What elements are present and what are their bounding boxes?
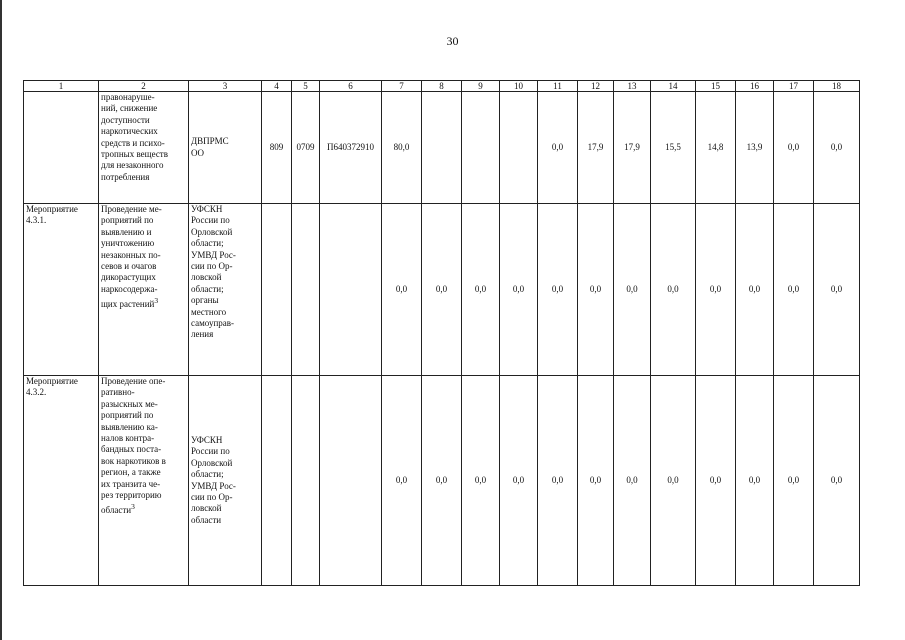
cell-c5 <box>292 204 320 376</box>
cell-c18: 0,0 <box>814 376 860 586</box>
cell-c16: 13,9 <box>736 92 774 204</box>
row-executor-text: ДВПРМС ОО <box>191 136 229 158</box>
column-number: 16 <box>736 81 774 92</box>
column-number: 18 <box>814 81 860 92</box>
cell-c18: 0,0 <box>814 92 860 204</box>
column-number: 4 <box>262 81 292 92</box>
row-name-text: Мероприятие 4.3.1. <box>26 204 78 226</box>
cell-c11: 0,0 <box>538 92 578 204</box>
cell-c4 <box>262 204 292 376</box>
cell-c4: 809 <box>262 92 292 204</box>
table-row <box>24 92 860 204</box>
column-number: 9 <box>462 81 500 92</box>
column-number: 13 <box>614 81 651 92</box>
cell-c6: П640372910 <box>320 92 382 204</box>
cell-c11: 0,0 <box>538 204 578 376</box>
cell-c10: 0,0 <box>500 204 538 376</box>
cell-c7: 0,0 <box>382 204 422 376</box>
row-executor-text: УФСКН России по Орловской области; УМВД Рос- сии по Ор- ловской области <box>191 434 236 525</box>
row-name <box>24 204 99 376</box>
cell-c15: 14,8 <box>696 92 736 204</box>
row-description-text: правонаруше- ний, снижение доступности наркотических средств и психо- тропных веществ для незаконного потребления <box>101 92 168 182</box>
footnote-mark: 3 <box>154 296 159 306</box>
cell-c14: 0,0 <box>651 376 696 586</box>
page-edge-line <box>0 0 2 640</box>
cell-c8: 0,0 <box>422 204 462 376</box>
column-number: 8 <box>422 81 462 92</box>
footnote-mark: 3 <box>131 502 135 512</box>
column-number: 7 <box>382 81 422 92</box>
cell-c5: 0709 <box>292 92 320 204</box>
column-number: 5 <box>292 81 320 92</box>
column-number: 10 <box>500 81 538 92</box>
page-number: 30 <box>446 34 459 48</box>
cell-c13: 0,0 <box>614 376 651 586</box>
cell-c15: 0,0 <box>696 204 736 376</box>
row-name <box>24 92 99 204</box>
row-executor <box>189 92 262 204</box>
cell-c6 <box>320 376 382 586</box>
cell-c8: 0,0 <box>422 376 462 586</box>
row-executor <box>189 204 262 376</box>
cell-c13: 17,9 <box>614 92 651 204</box>
column-number: 3 <box>189 81 262 92</box>
row-executor <box>189 376 262 586</box>
column-number: 11 <box>538 81 578 92</box>
row-description-text: Проведение опе- ративно- разыскных ме- роприятий по выявлению ка- налов контра- бандных поста- вок наркотиков в регион, а также их транзита че- рез территорию области <box>101 376 166 516</box>
column-number: 1 <box>24 81 99 92</box>
row-description <box>99 92 189 204</box>
cell-c15: 0,0 <box>696 376 736 586</box>
cell-c16: 0,0 <box>736 204 774 376</box>
column-number: 6 <box>320 81 382 92</box>
cell-c6 <box>320 204 382 376</box>
cell-c4 <box>262 376 292 586</box>
budget-table <box>23 80 860 586</box>
cell-c11: 0,0 <box>538 376 578 586</box>
cell-c17: 0,0 <box>774 376 814 586</box>
column-number: 12 <box>578 81 614 92</box>
cell-c5 <box>292 376 320 586</box>
row-executor-text: УФСКН России по Орловской области; УМВД Рос- сии по Ор- ловской области; органы местного самоуправ- ления <box>191 204 236 340</box>
cell-c18: 0,0 <box>814 204 860 376</box>
cell-c9: 0,0 <box>462 376 500 586</box>
cell-c9 <box>462 92 500 204</box>
cell-c12: 0,0 <box>578 204 614 376</box>
cell-c17: 0,0 <box>774 92 814 204</box>
row-name-text: Мероприятие 4.3.2. <box>26 376 78 398</box>
row-description <box>99 376 189 586</box>
cell-c10 <box>500 92 538 204</box>
table-row <box>24 204 860 376</box>
column-number: 15 <box>696 81 736 92</box>
row-description <box>99 204 189 376</box>
cell-c10: 0,0 <box>500 376 538 586</box>
cell-c8 <box>422 92 462 204</box>
column-number: 17 <box>774 81 814 92</box>
column-number: 14 <box>651 81 696 92</box>
cell-c14: 0,0 <box>651 204 696 376</box>
row-description-text: Проведение ме- роприятий по выявлению и уничтожению незаконных по- севов и очагов дикорастущих наркосодержа- щих растений <box>101 204 162 310</box>
column-number-row <box>24 81 860 92</box>
cell-c14: 15,5 <box>651 92 696 204</box>
cell-c9: 0,0 <box>462 204 500 376</box>
cell-c17: 0,0 <box>774 204 814 376</box>
cell-c7: 80,0 <box>382 92 422 204</box>
row-name <box>24 376 99 586</box>
cell-c13: 0,0 <box>614 204 651 376</box>
cell-c12: 17,9 <box>578 92 614 204</box>
cell-c16: 0,0 <box>736 376 774 586</box>
column-number: 2 <box>99 81 189 92</box>
table-row <box>24 376 860 586</box>
cell-c12: 0,0 <box>578 376 614 586</box>
cell-c7: 0,0 <box>382 376 422 586</box>
